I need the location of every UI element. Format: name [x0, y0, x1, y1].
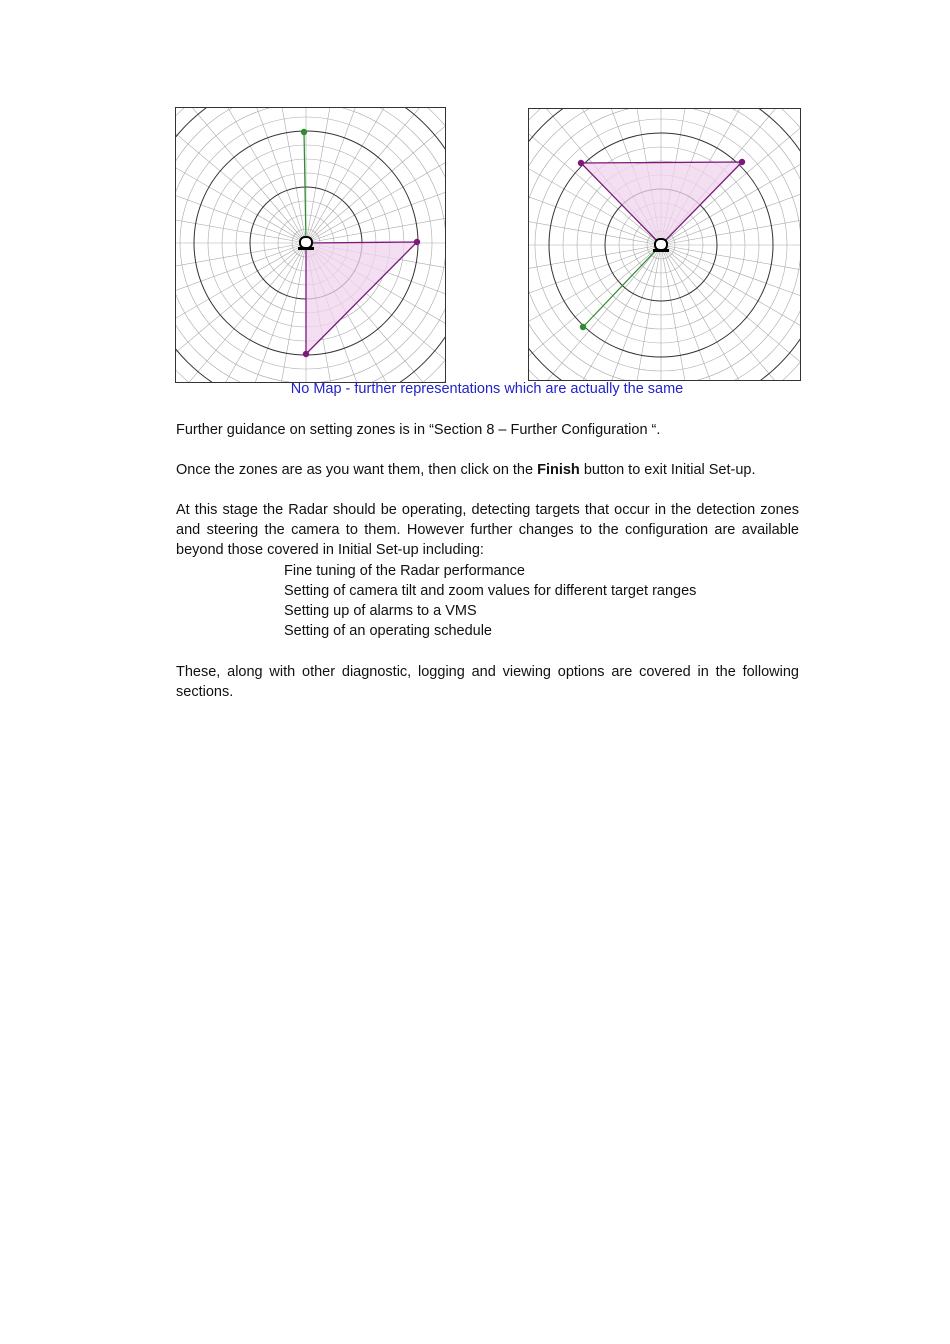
radar-icon-base: [298, 247, 314, 250]
grid-spoke: [661, 245, 800, 380]
zone-handle-icon: [739, 159, 745, 165]
figure-caption: No Map - further representations which are actually the same: [290, 381, 684, 397]
paragraph-finish-text-2: button to exit Initial Set-up.: [579, 462, 756, 478]
radar-icon: [655, 239, 667, 250]
zone-handle-icon: [578, 160, 584, 166]
grid-spoke: [306, 108, 445, 243]
grid-spoke: [176, 174, 306, 243]
paragraph-finish-text-1: Once the zones are as you want them, then click on the: [176, 462, 538, 478]
radar-icon: [300, 237, 312, 248]
list-item: Setting of an operating schedule: [284, 623, 492, 639]
paragraph-guidance: Further guidance on setting zones is in “Section 8 – Further Configuration “.: [176, 422, 661, 438]
grid-spoke: [661, 245, 800, 380]
zone-handle-icon: [303, 351, 309, 357]
grid-spoke: [661, 245, 800, 380]
grid-spoke: [306, 108, 445, 243]
paragraph-finish: [176, 460, 799, 480]
grid-spoke: [306, 108, 445, 243]
zone-handle-icon: [414, 239, 420, 245]
list-item: Setting of camera tilt and zoom values for different target ranges: [284, 583, 697, 599]
detection-zone: [306, 242, 417, 354]
paragraph-operation: At this stage the Radar should be operating, detecting targets that occur in the detection zones and steering the camera to them. However further changes to the configuration are available beyond those covered in Initial Set-up including:: [176, 502, 799, 558]
grid-spoke: [661, 245, 800, 380]
green-handle-icon: [580, 324, 586, 330]
configuration-list: [284, 561, 696, 641]
list-item: Fine tuning of the Radar performance: [284, 563, 525, 579]
grid-spoke: [176, 243, 306, 312]
list-item: Setting up of alarms to a VMS: [284, 603, 477, 619]
green-handle-icon: [301, 129, 307, 135]
radar-icon-base: [653, 249, 669, 252]
camera-direction-line: [583, 245, 661, 327]
radar-zone-plot-left: [175, 107, 446, 383]
grid-spoke: [306, 108, 445, 243]
paragraph-further-sections: These, along with other diagnostic, logging and viewing options are covered in the following sections.: [176, 664, 799, 700]
detection-zone: [581, 162, 742, 245]
grid-spoke: [306, 108, 445, 243]
finish-button-reference: Finish: [537, 462, 580, 478]
radar-zone-plot-right: [528, 108, 801, 381]
grid-spoke: [661, 245, 800, 380]
